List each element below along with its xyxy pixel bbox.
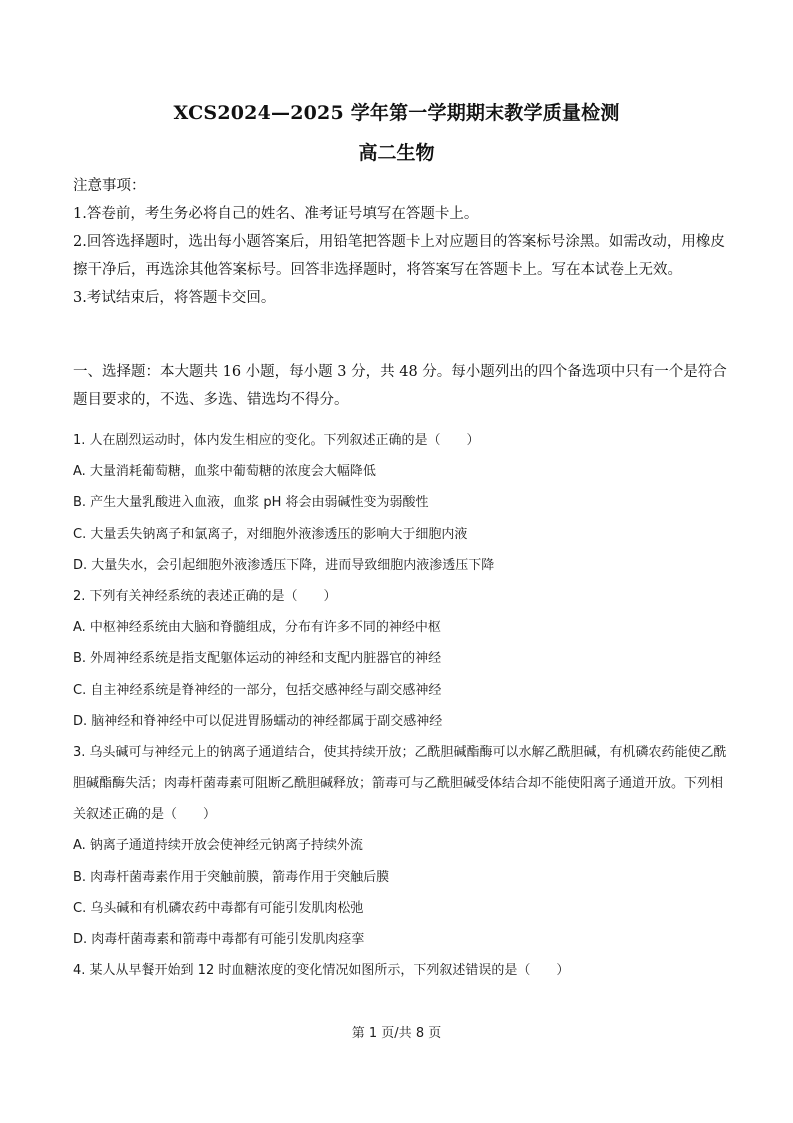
notice-item: 2.回答选择题时，选出每小题答案后，用铅笔把答题卡上对应题目的答案标号涂黑。如需改动，用橡皮擦干净后，再选涂其他答案标号。回答非选择题时，将答案写在答题卡上。写在本试卷上无效。	[73, 234, 725, 278]
notice-section	[73, 172, 733, 312]
answer-option: C. 乌头碱和有机磷农药中毒都有可能引发肌肉松弛	[73, 900, 364, 916]
notice-item: 1.答卷前，考生务必将自己的姓名、准考证号填写在答题卡上。	[73, 206, 479, 222]
answer-option: A. 中枢神经系统由大脑和脊髓组成，分布有许多不同的神经中枢	[73, 620, 441, 636]
answer-option: A. 钠离子通道持续开放会使神经元钠离子持续外流	[73, 838, 363, 854]
section-heading	[73, 358, 733, 414]
page-number: 第 1 页/共 8 页	[351, 1026, 442, 1041]
question-stem: 1. 人在剧烈运动时，体内发生相应的变化。下列叙述正确的是（ ）	[73, 433, 480, 448]
answer-option: D. 大量失水，会引起细胞外液渗透压下降，进而导致细胞内液渗透压下降	[73, 557, 495, 573]
answer-option: B. 产生大量乳酸进入血液，血浆 pH 将会由弱碱性变为弱酸性	[73, 495, 429, 511]
notice-heading: 注意事项：	[73, 178, 146, 194]
section-instructions: 一、选择题：本大题共 16 小题，每小题 3 分，共 48 分。每小题列出的四个备选项中只有一个是符合题目要求的，不选、多选、错选均不得分。	[73, 364, 727, 408]
question-stem: 3. 乌头碱可与神经元上的钠离子通道结合，使其持续开放；乙酰胆碱酯酶可以水解乙酰胆碱，有机磷农药能使乙酰胆碱酯酶失活；肉毒杆菌毒素可阻断乙酰胆碱释放；箭毒可与乙酰胆碱受体结合却不能使阳离子通道开放。下列相关叙述正确的是（ ）	[73, 744, 727, 823]
answer-option: B. 外周神经系统是指支配躯体运动的神经和支配内脏器官的神经	[73, 651, 442, 667]
question-stem: 2. 下列有关神经系统的表述正确的是（ ）	[73, 588, 337, 604]
exam-title: XCS2024—2025 学年第一学期期末教学质量检测	[173, 102, 620, 124]
question-list	[73, 425, 733, 986]
answer-option: D. 脑神经和脊神经中可以促进胃肠蠕动的神经都属于副交感神经	[73, 713, 443, 729]
answer-option: A. 大量消耗葡萄糖，血浆中葡萄糖的浓度会大幅降低	[73, 464, 376, 480]
exam-subject: 高二生物	[358, 142, 435, 164]
answer-option: C. 大量丢失钠离子和氯离子，对细胞外液渗透压的影响大于细胞内液	[73, 526, 468, 542]
answer-option: C. 自主神经系统是脊神经的一部分，包括交感神经与副交感神经	[73, 682, 442, 698]
answer-option: D. 肉毒杆菌毒素和箭毒中毒都有可能引发肌肉痉挛	[73, 932, 365, 948]
notice-item: 3.考试结束后，将答题卡交回。	[73, 290, 276, 306]
question-stem: 4. 某人从早餐开始到 12 时血糖浓度的变化情况如图所示，下列叙述错误的是（ ）	[73, 963, 570, 979]
answer-option: B. 肉毒杆菌毒素作用于突触前膜，箭毒作用于突触后膜	[73, 869, 390, 885]
